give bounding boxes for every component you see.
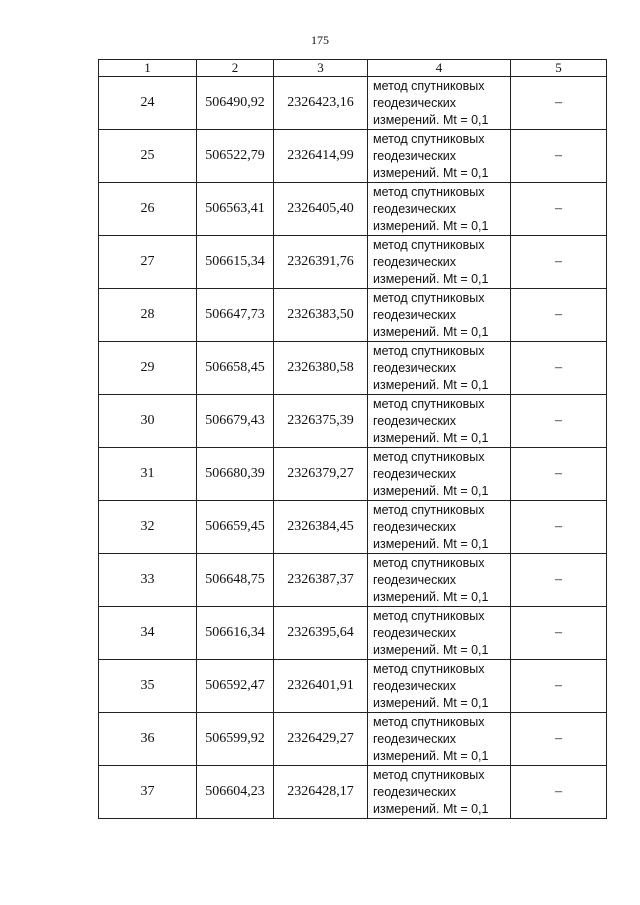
method-text-line: метод спутниковых [373, 714, 485, 729]
method-text-line: метод спутниковых [373, 237, 485, 252]
note-cell: – [511, 448, 607, 501]
method-text-line: метод спутниковых [373, 396, 485, 411]
method-text-line: геодезических [373, 572, 457, 587]
method-text-line: метод спутниковых [373, 767, 485, 782]
x-coordinate-cell: 506522,79 [197, 130, 274, 183]
column-header-x: 2 [197, 60, 274, 77]
x-coordinate-cell: 506659,45 [197, 501, 274, 554]
method-text-line: метод спутниковых [373, 184, 485, 199]
method-text-line: геодезических [373, 466, 457, 481]
point-number-cell: 36 [99, 713, 197, 766]
x-coordinate-cell: 506615,34 [197, 236, 274, 289]
method-text-line: геодезических [373, 360, 457, 375]
x-coordinate-cell: 506563,41 [197, 183, 274, 236]
x-coordinate-cell: 506679,43 [197, 395, 274, 448]
note-cell: – [511, 713, 607, 766]
point-number-cell: 31 [99, 448, 197, 501]
coordinates-table [98, 59, 607, 819]
method-text-line: геодезических [373, 148, 457, 163]
method-text-line: измерений. Mt = 0,1 [373, 377, 489, 392]
column-header-y: 3 [274, 60, 368, 77]
table-row [99, 130, 607, 183]
method-cell [368, 713, 511, 766]
y-coordinate-cell: 2326401,91 [274, 660, 368, 713]
method-text-line: измерений. Mt = 0,1 [373, 642, 489, 657]
table-row [99, 607, 607, 660]
method-text-line: измерений. Mt = 0,1 [373, 112, 489, 127]
x-coordinate-cell: 506599,92 [197, 713, 274, 766]
table-row [99, 501, 607, 554]
method-cell [368, 289, 511, 342]
method-cell [368, 130, 511, 183]
table-row [99, 183, 607, 236]
method-text-line: измерений. Mt = 0,1 [373, 589, 489, 604]
y-coordinate-cell: 2326429,27 [274, 713, 368, 766]
method-text-line: геодезических [373, 625, 457, 640]
method-text-line: геодезических [373, 307, 457, 322]
point-number-cell: 26 [99, 183, 197, 236]
table-body [99, 77, 607, 819]
method-cell [368, 501, 511, 554]
y-coordinate-cell: 2326380,58 [274, 342, 368, 395]
method-text-line: метод спутниковых [373, 343, 485, 358]
table-row [99, 289, 607, 342]
method-text-line: измерений. Mt = 0,1 [373, 324, 489, 339]
method-text-line: геодезических [373, 731, 457, 746]
note-cell: – [511, 766, 607, 819]
table-row [99, 554, 607, 607]
method-cell [368, 554, 511, 607]
table-row [99, 77, 607, 130]
note-cell: – [511, 660, 607, 713]
x-coordinate-cell: 506647,73 [197, 289, 274, 342]
note-cell: – [511, 395, 607, 448]
note-cell: – [511, 77, 607, 130]
y-coordinate-cell: 2326375,39 [274, 395, 368, 448]
method-text-line: геодезических [373, 413, 457, 428]
method-text-line: измерений. Mt = 0,1 [373, 695, 489, 710]
method-text-line: метод спутниковых [373, 449, 485, 464]
y-coordinate-cell: 2326395,64 [274, 607, 368, 660]
method-text-line: метод спутниковых [373, 131, 485, 146]
note-cell: – [511, 501, 607, 554]
method-text-line: геодезических [373, 519, 457, 534]
method-text-line: измерений. Mt = 0,1 [373, 165, 489, 180]
method-text-line: измерений. Mt = 0,1 [373, 271, 489, 286]
x-coordinate-cell: 506658,45 [197, 342, 274, 395]
table-row [99, 660, 607, 713]
method-text-line: измерений. Mt = 0,1 [373, 801, 489, 816]
note-cell: – [511, 236, 607, 289]
x-coordinate-cell: 506592,47 [197, 660, 274, 713]
method-cell [368, 660, 511, 713]
note-cell: – [511, 607, 607, 660]
note-cell: – [511, 554, 607, 607]
method-text-line: геодезических [373, 678, 457, 693]
table-row [99, 236, 607, 289]
point-number-cell: 30 [99, 395, 197, 448]
method-text-line: метод спутниковых [373, 661, 485, 676]
table-row [99, 713, 607, 766]
method-text-line: геодезических [373, 95, 457, 110]
x-coordinate-cell: 506604,23 [197, 766, 274, 819]
note-cell: – [511, 289, 607, 342]
method-text-line: метод спутниковых [373, 608, 485, 623]
method-cell [368, 766, 511, 819]
y-coordinate-cell: 2326379,27 [274, 448, 368, 501]
method-text-line: измерений. Mt = 0,1 [373, 218, 489, 233]
point-number-cell: 35 [99, 660, 197, 713]
method-text-line: геодезических [373, 201, 457, 216]
point-number-cell: 37 [99, 766, 197, 819]
column-header-method: 4 [368, 60, 511, 77]
point-number-cell: 34 [99, 607, 197, 660]
point-number-cell: 32 [99, 501, 197, 554]
method-text-line: геодезических [373, 784, 457, 799]
x-coordinate-cell: 506616,34 [197, 607, 274, 660]
x-coordinate-cell: 506490,92 [197, 77, 274, 130]
note-cell: – [511, 130, 607, 183]
method-cell [368, 183, 511, 236]
y-coordinate-cell: 2326405,40 [274, 183, 368, 236]
method-text-line: измерений. Mt = 0,1 [373, 430, 489, 445]
y-coordinate-cell: 2326423,16 [274, 77, 368, 130]
point-number-cell: 25 [99, 130, 197, 183]
table-row [99, 342, 607, 395]
table-row [99, 448, 607, 501]
method-text-line: метод спутниковых [373, 78, 485, 93]
method-cell [368, 77, 511, 130]
point-number-cell: 27 [99, 236, 197, 289]
x-coordinate-cell: 506648,75 [197, 554, 274, 607]
method-cell [368, 448, 511, 501]
method-text-line: измерений. Mt = 0,1 [373, 536, 489, 551]
method-text-line: измерений. Mt = 0,1 [373, 748, 489, 763]
method-text-line: метод спутниковых [373, 290, 485, 305]
y-coordinate-cell: 2326387,37 [274, 554, 368, 607]
y-coordinate-cell: 2326391,76 [274, 236, 368, 289]
table-header-row [99, 60, 607, 77]
table-row [99, 395, 607, 448]
y-coordinate-cell: 2326428,17 [274, 766, 368, 819]
point-number-cell: 29 [99, 342, 197, 395]
note-cell: – [511, 342, 607, 395]
column-header-point-number: 1 [99, 60, 197, 77]
point-number-cell: 24 [99, 77, 197, 130]
method-cell [368, 236, 511, 289]
page-number: 175 [311, 33, 329, 47]
method-text-line: измерений. Mt = 0,1 [373, 483, 489, 498]
method-cell [368, 395, 511, 448]
method-cell [368, 342, 511, 395]
method-text-line: геодезических [373, 254, 457, 269]
method-cell [368, 607, 511, 660]
x-coordinate-cell: 506680,39 [197, 448, 274, 501]
y-coordinate-cell: 2326384,45 [274, 501, 368, 554]
point-number-cell: 28 [99, 289, 197, 342]
table-row [99, 766, 607, 819]
note-cell: – [511, 183, 607, 236]
method-text-line: метод спутниковых [373, 502, 485, 517]
method-text-line: метод спутниковых [373, 555, 485, 570]
point-number-cell: 33 [99, 554, 197, 607]
column-header-notes: 5 [511, 60, 607, 77]
y-coordinate-cell: 2326383,50 [274, 289, 368, 342]
y-coordinate-cell: 2326414,99 [274, 130, 368, 183]
